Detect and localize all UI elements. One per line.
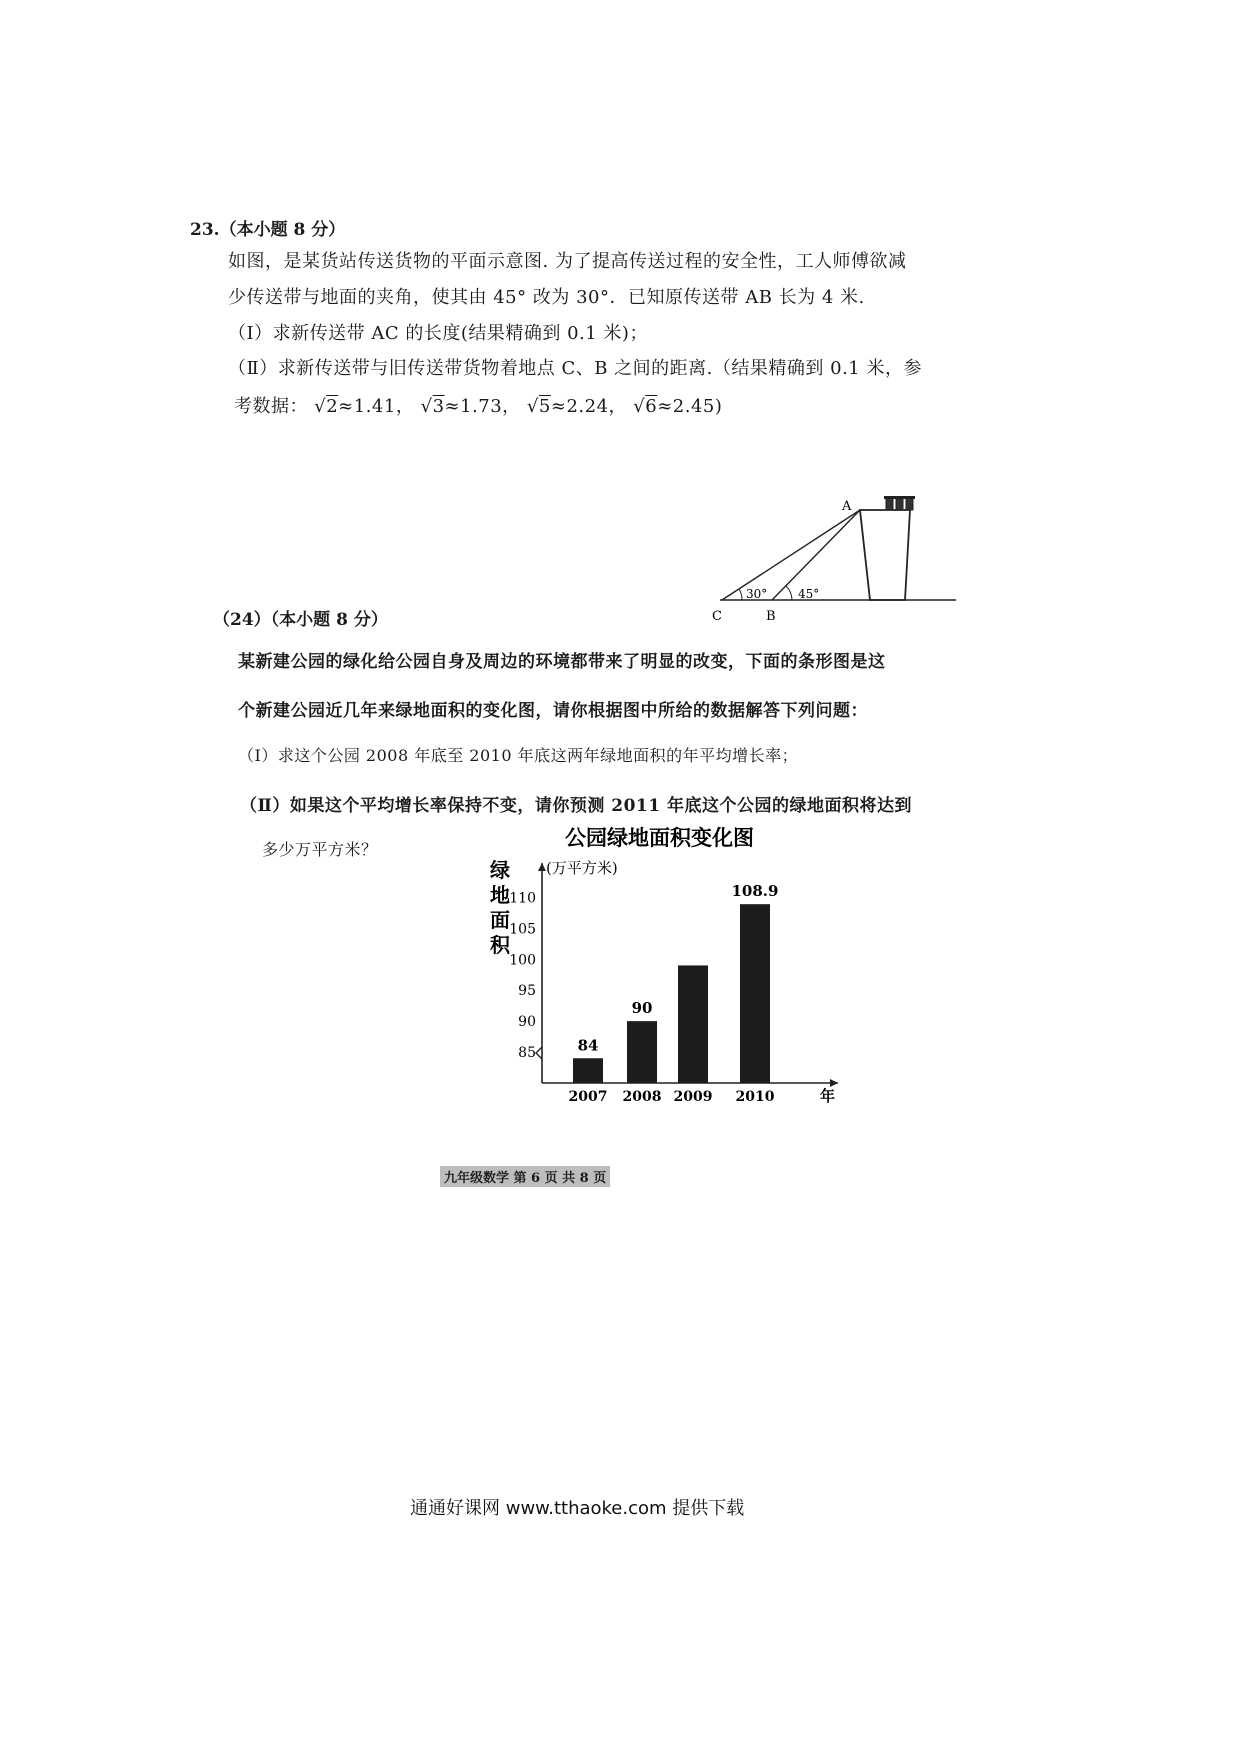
y-tick-label: 100 xyxy=(509,952,536,969)
bar-2009 xyxy=(678,965,708,1083)
q24-line2: 个新建公园近几年来绿地面积的变化图，请你根据图中所给的数据解答下列问题： xyxy=(238,701,868,721)
page-number: 九年级数学 第 6 页 共 8 页 xyxy=(440,1166,610,1187)
q23-points: （本小题 8 分） xyxy=(219,220,346,240)
label-c: C xyxy=(712,609,722,624)
q23-header xyxy=(190,215,345,240)
q23-part1: （Ⅰ）求新传送带 AC 的长度(结果精确到 0.1 米)； xyxy=(228,323,648,344)
q24-line1: 某新建公园的绿化给公园自身及周边的环境都带来了明显的改变，下面的条形图是这 xyxy=(238,652,886,672)
q23-reference-data xyxy=(234,392,722,418)
ref-sqrt3: √3≈1.73， xyxy=(420,396,521,417)
q23-line2: 少传送带与地面的夹角，使其由 45° 改为 30°．已知原传送带 AB 长为 4 米. xyxy=(228,287,865,308)
q23-line1: 如图，是某货站传送货物的平面示意图. 为了提高传送过程的安全性，工人师傅欲减 xyxy=(228,251,907,272)
y-tick-label: 105 xyxy=(509,921,536,938)
green-area-bar-chart xyxy=(480,815,860,1115)
x-tick-label-2009: 2009 xyxy=(673,1089,713,1105)
x-tick-label-2007: 2007 xyxy=(568,1089,608,1105)
site-credit: 通通好课网 www.tthaoke.com 提供下载 xyxy=(410,1498,745,1519)
x-tick-labels xyxy=(569,1089,775,1105)
label-a: A xyxy=(842,499,852,514)
y-axis-label-char: 积 xyxy=(490,933,510,957)
data-label-2010: 108.9 xyxy=(731,882,779,901)
y-axis-label-char: 绿 xyxy=(490,858,510,882)
data-label-2007: 84 xyxy=(577,1036,599,1055)
chart-title: 公园绿地面积变化图 xyxy=(565,825,754,850)
platform xyxy=(860,510,910,600)
x-axis-label: 年 xyxy=(820,1087,836,1105)
ref-sqrt6: √6≈2.45) xyxy=(633,396,723,417)
label-b: B xyxy=(766,609,776,624)
q24-part2: （Ⅱ）如果这个平均增长率保持不变，请你预测 2011 年底这个公园的绿地面积将达到 xyxy=(240,796,912,816)
angle-b-label: 45° xyxy=(798,587,820,601)
cargo-boxes xyxy=(884,496,915,510)
q24-part1: （Ⅰ）求这个公园 2008 年底至 2010 年底这两年绿地面积的年平均增长率； xyxy=(238,746,799,765)
bar-2010 xyxy=(740,904,770,1083)
bars xyxy=(573,904,770,1083)
bar-2008 xyxy=(627,1021,657,1083)
y-tick-labels xyxy=(509,890,536,1061)
y-tick-label: 90 xyxy=(518,1014,536,1031)
belt-ac xyxy=(722,510,860,600)
y-tick-label: 110 xyxy=(509,890,536,907)
q24-number: （24） xyxy=(213,610,271,630)
angle-c-label: 30° xyxy=(746,587,768,601)
ref-sqrt2: √2≈1.41， xyxy=(314,396,415,417)
y-tick-label: 95 xyxy=(518,983,536,1000)
q24-part2b: 多少万平方米？ xyxy=(262,840,378,859)
q24-header xyxy=(213,605,388,630)
q24-points: （本小题 8 分） xyxy=(270,610,388,630)
data-label-2008: 90 xyxy=(631,999,653,1018)
q23-number: 23. xyxy=(190,220,220,240)
q23-part2: （Ⅱ）求新传送带与旧传送带货物着地点 C、B 之间的距离.（结果精确到 0.1 米，参 xyxy=(228,358,922,379)
angle-arc-c xyxy=(739,589,742,600)
y-unit-label: (万平方米) xyxy=(546,859,618,877)
x-tick-label-2010: 2010 xyxy=(735,1089,775,1105)
conveyor-figure xyxy=(700,490,960,630)
ref-sqrt5: √5≈2.24， xyxy=(526,396,628,417)
y-axis-label-char: 地 xyxy=(490,883,510,907)
bar-2007 xyxy=(573,1058,603,1083)
y-axis-label-char: 面 xyxy=(490,908,510,932)
y-axis-label xyxy=(490,858,511,957)
y-tick-label: 85 xyxy=(518,1045,536,1062)
ref-prefix: 考数据： xyxy=(234,396,308,417)
x-tick-label-2008: 2008 xyxy=(622,1089,662,1105)
angle-arc-b xyxy=(786,586,792,600)
